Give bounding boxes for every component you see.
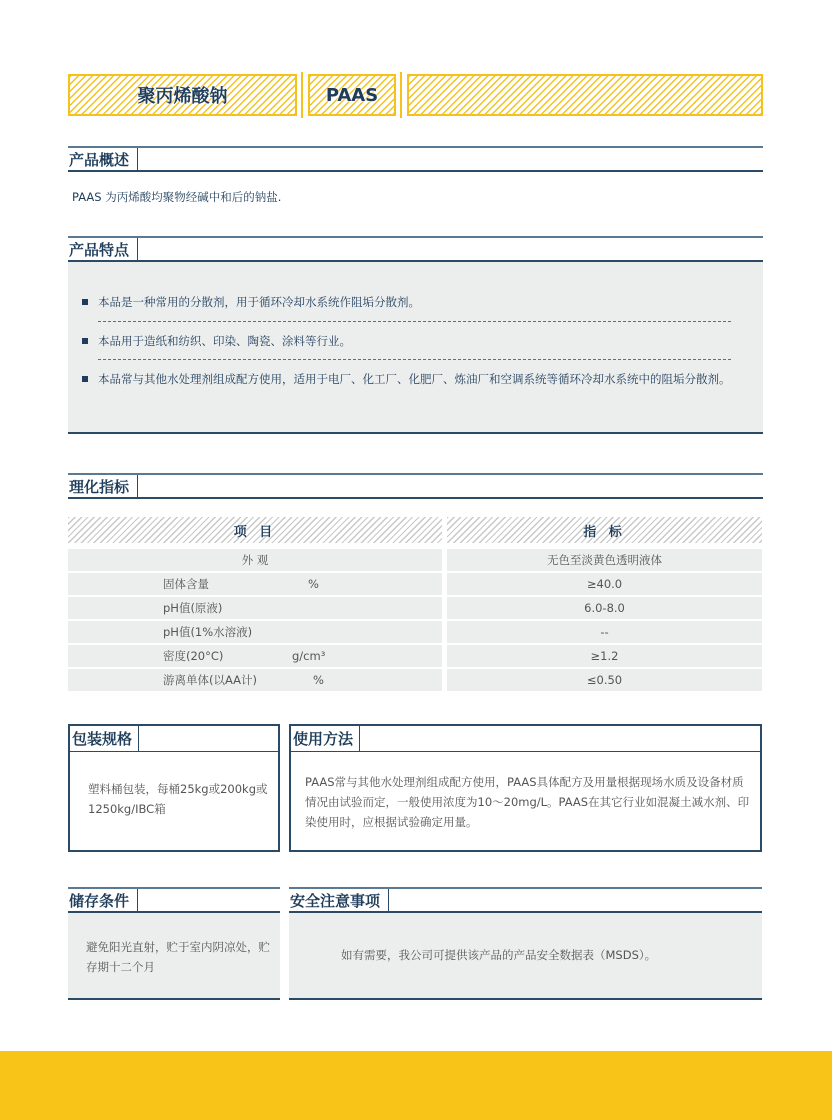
storage-text: 避免阳光直射，贮于室内阴凉处，贮存期十二个月	[86, 940, 270, 974]
dashed-divider	[98, 359, 731, 360]
dashed-divider	[98, 321, 731, 322]
feature-text: 本品用于造纸和纺织、印染、陶瓷、涂料等行业。	[98, 334, 351, 348]
feature-item	[82, 292, 739, 312]
feature-text: 本品是一种常用的分散剂，用于循环冷却水系统作阻垢分散剂。	[98, 295, 420, 309]
item-cell	[68, 573, 442, 595]
table-row	[68, 573, 763, 595]
table-row	[68, 597, 763, 619]
product-name-banner	[68, 74, 297, 116]
item-label: 游离单体(以AA计)	[163, 673, 258, 687]
column-header-label: 指 标	[583, 524, 626, 540]
square-bullet-icon	[82, 338, 88, 344]
feature-item	[82, 369, 739, 389]
value-cell: ≤0.50	[447, 669, 762, 691]
item-label: 外 观	[241, 553, 269, 567]
specs-section-header	[68, 473, 763, 499]
usage-section-header	[289, 724, 762, 752]
square-bullet-icon	[82, 376, 88, 382]
decorative-banner	[407, 74, 763, 116]
product-chinese-name: 聚丙烯酸钠	[137, 86, 228, 107]
table-row	[68, 669, 763, 691]
column-header-item	[68, 517, 442, 543]
feature-item	[82, 331, 739, 351]
packaging-section-header	[68, 724, 280, 752]
column-header-label: 项 目	[233, 524, 277, 540]
value-cell: --	[447, 621, 762, 643]
banner-divider	[301, 72, 303, 118]
overview-section-header	[68, 146, 763, 172]
item-cell	[68, 645, 442, 667]
value-cell: ≥40.0	[447, 573, 762, 595]
packaging-panel	[68, 752, 280, 852]
item-label: pH值(原液)	[163, 601, 223, 615]
item-cell	[68, 597, 442, 619]
specs-heading: 理化指标	[68, 475, 138, 497]
table-row	[68, 549, 763, 571]
footer-bar	[0, 1051, 832, 1120]
features-panel	[68, 262, 763, 434]
packaging-heading: 包装规格	[70, 726, 139, 751]
item-label: 密度(20°C)	[163, 649, 224, 663]
features-section-header	[68, 236, 763, 262]
banner-divider	[400, 72, 402, 118]
item-cell	[68, 621, 442, 643]
table-row	[68, 621, 763, 643]
safety-section-header	[289, 887, 762, 913]
safety-panel	[289, 913, 762, 1000]
square-bullet-icon	[82, 299, 88, 305]
product-abbreviation: PAAS	[325, 84, 379, 106]
feature-text: 本品常与其他水处理剂组成配方使用，适用于电厂、化工厂、化肥厂、炼油厂和空调系统等循环冷却水系统中的阻垢分散剂。	[98, 372, 731, 386]
packaging-text: 塑料桶包装，每桶25kg或200kg或1250kg/IBC箱	[88, 782, 268, 816]
value-cell: 无色至淡黄色透明液体	[447, 549, 762, 571]
table-row	[68, 645, 763, 667]
usage-text: PAAS常与其他水处理剂组成配方使用，PAAS具体配方及用量根据现场水质及设备材质情况由试验而定，一般使用浓度为10～20mg/L。PAAS在其它行业如混凝土减水剂、印染使用时，应根据试验确定用量。	[305, 775, 750, 829]
storage-panel	[68, 913, 280, 1000]
item-cell	[68, 549, 442, 571]
value-cell: 6.0-8.0	[447, 597, 762, 619]
unit-label: g/cm³	[292, 649, 326, 663]
safety-text: 如有需要，我公司可提供该产品的产品安全数据表（MSDS）。	[341, 948, 657, 962]
storage-section-header	[68, 887, 280, 913]
overview-text: PAAS 为丙烯酸均聚物经碱中和后的钠盐.	[72, 190, 282, 204]
column-header-value	[447, 517, 762, 543]
product-abbr-banner	[308, 74, 396, 116]
item-label: 固体含量	[163, 577, 209, 591]
storage-heading: 储存条件	[68, 889, 138, 911]
overview-heading: 产品概述	[68, 148, 138, 170]
features-heading: 产品特点	[68, 238, 138, 260]
value-cell: ≥1.2	[447, 645, 762, 667]
safety-heading: 安全注意事项	[289, 889, 389, 911]
item-cell	[68, 669, 442, 691]
usage-heading: 使用方法	[291, 726, 360, 751]
unit-label: %	[308, 577, 319, 591]
unit-label: %	[313, 673, 324, 687]
item-label: pH值(1%水溶液)	[163, 625, 253, 639]
usage-panel	[289, 752, 762, 852]
